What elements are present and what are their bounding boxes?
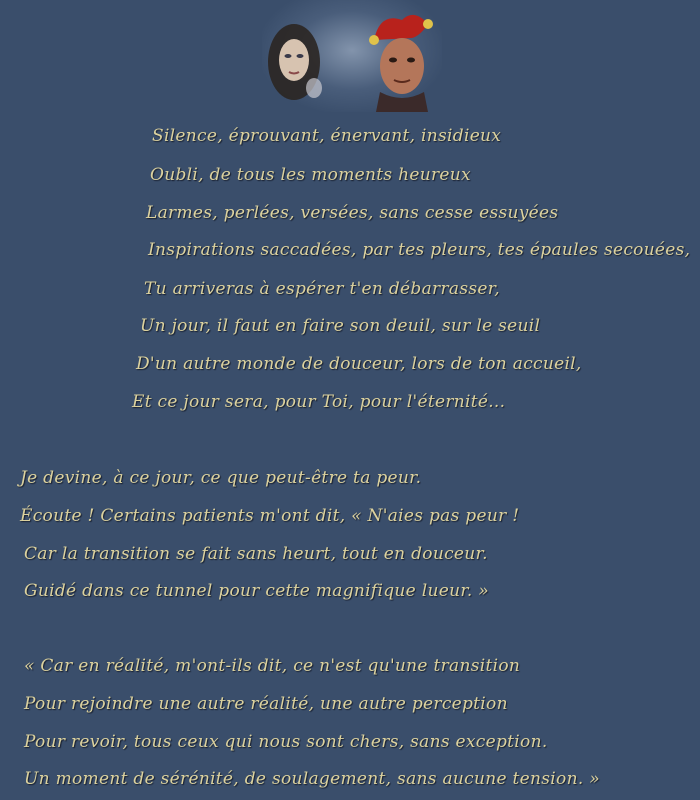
poem-line: Guidé dans ce tunnel pour cette magnifique lueur. » — [24, 581, 489, 601]
poem-line: Un jour, il faut en faire son deuil, sur le seuil — [140, 316, 541, 336]
poem-line: D'un autre monde de douceur, lors de ton accueil, — [136, 354, 582, 374]
poem-line: Silence, éprouvant, énervant, insidieux — [152, 126, 502, 146]
poem-line: Écoute ! Certains patients m'ont dit, « N'aies pas peur ! — [20, 506, 520, 526]
poem-line: « Car en réalité, m'ont-ils dit, ce n'est qu'une transition — [24, 656, 521, 676]
poem-line: Oubli, de tous les moments heureux — [150, 165, 471, 185]
poem-line: Car la transition se fait sans heurt, tout en douceur. — [24, 544, 488, 564]
poem-line: Et ce jour sera, pour Toi, pour l'éternité... — [132, 392, 506, 412]
poem-line: Pour rejoindre une autre réalité, une autre perception — [24, 694, 508, 714]
poem-line: Inspirations saccadées, par tes pleurs, tes épaules secouées, — [148, 240, 691, 260]
poem-line: Un moment de sérénité, de soulagement, sans aucune tension. » — [24, 769, 600, 789]
poem-line: Larmes, perlées, versées, sans cesse essuyées — [146, 203, 559, 223]
poem-line: Tu arriveras à espérer t'en débarrasser, — [144, 279, 500, 299]
poem-line: Je devine, à ce jour, ce que peut-être ta peur. — [20, 468, 422, 488]
poem-line: Pour revoir, tous ceux qui nous sont chers, sans exception. — [24, 732, 548, 752]
